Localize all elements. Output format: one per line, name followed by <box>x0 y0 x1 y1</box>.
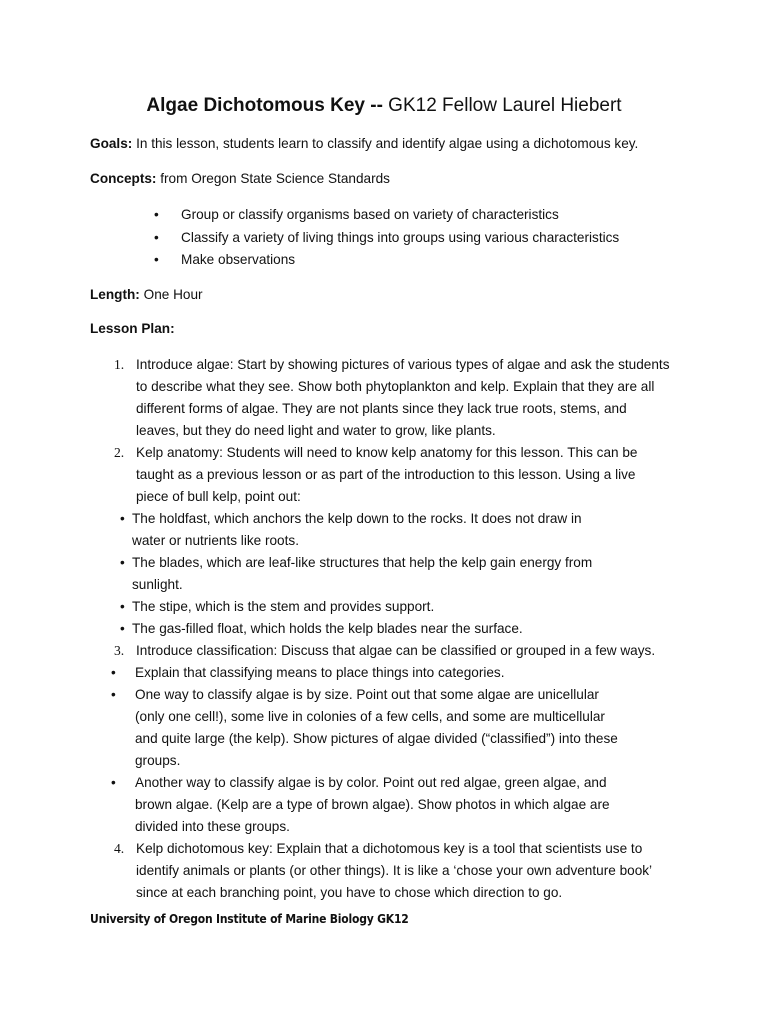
classification-item: • One way to classify algae is by size. Point out that some algae are unicellular (only one cell!), some live in colonies of a few cells, and some are multicellular and quite large (the kelp). Show pictures of algae divided (“classified”) into these groups. <box>90 684 690 772</box>
list-item: • Classify a variety of living things into groups using various characteristics <box>154 228 619 251</box>
concepts-paragraph <box>90 170 390 188</box>
step-number: 1. <box>114 357 125 372</box>
concepts-text: from Oregon State Science Standards <box>156 171 390 186</box>
bullet-icon: • <box>120 621 125 636</box>
bullet-icon: • <box>111 665 116 680</box>
lesson-step-2: 2. Kelp anatomy: Students will need to know kelp anatomy for this lesson. This can be taught as a previous lesson or as part of the introduction to this lesson. Using a live piece of bull kelp, point out: <box>90 442 690 508</box>
kelp-part-item: • The gas-filled float, which holds the kelp blades near the surface. <box>90 618 690 640</box>
lesson-step-1: 1. Introduce algae: Start by showing pictures of various types of algae and ask the students to describe what they see. Show both phytoplankton and kelp. Explain that they are all different forms of algae. They are not plants since they lack true roots, stems, and leaves, but they do need light and water to grow, like plants. <box>90 354 690 442</box>
length-label: Length: <box>90 287 140 302</box>
step-number: 2. <box>114 445 125 460</box>
lesson-plan-heading: Lesson Plan: <box>90 321 175 336</box>
bullet-icon: • <box>111 775 116 790</box>
list-item: • Group or classify organisms based on variety of characteristics <box>154 205 619 228</box>
bullet-icon: • <box>154 229 159 245</box>
length-text: One Hour <box>139 287 203 302</box>
goals-label: Goals: <box>90 136 133 151</box>
bullet-icon: • <box>154 252 159 267</box>
title-bold: Algae Dichotomous Key -- <box>146 95 383 116</box>
bullet-icon: • <box>120 511 125 526</box>
step-number: 4. <box>114 841 125 856</box>
lesson-step-4: 4. Kelp dichotomous key: Explain that a dichotomous key is a tool that scientists use to identify animals or plants (or other things). It is like a ‘chose your own adventure book’ since at each branching point, you have to chose which direction to go. <box>90 838 690 904</box>
list-item: • Make observations <box>154 250 619 273</box>
lesson-step-3: 3. Introduce classification: Discuss that algae can be classified or grouped in a few ways. <box>90 640 690 662</box>
concepts-label: Concepts: <box>90 171 157 186</box>
bullet-icon: • <box>154 207 159 222</box>
goals-text: In this lesson, students learn to classify and identify algae using a dichotomous key. <box>132 136 639 151</box>
length-paragraph <box>90 286 203 304</box>
step-number: 3. <box>114 643 125 658</box>
page-footer: University of Oregon Institute of Marine Biology GK12 <box>90 912 409 926</box>
bullet-icon: • <box>111 687 116 702</box>
kelp-part-item: • The holdfast, which anchors the kelp down to the rocks. It does not draw in water or nutrients like roots. <box>90 508 690 552</box>
bullet-icon: • <box>120 599 125 614</box>
goals-paragraph <box>90 135 638 153</box>
kelp-part-item: • The stipe, which is the stem and provides support. <box>90 596 690 618</box>
lesson-steps <box>90 354 690 904</box>
concepts-list <box>154 205 619 273</box>
classification-item: • Another way to classify algae is by color. Point out red algae, green algae, and brown algae. (Kelp are a type of brown algae). Show photos in which algae are divided into these groups. <box>90 772 690 838</box>
page-title <box>0 94 768 118</box>
title-author: GK12 Fellow Laurel Hiebert <box>382 95 622 116</box>
bullet-icon: • <box>120 555 125 570</box>
classification-item: • Explain that classifying means to place things into categories. <box>90 662 690 684</box>
kelp-part-item: • The blades, which are leaf-like structures that help the kelp gain energy from sunlight. <box>90 552 690 596</box>
